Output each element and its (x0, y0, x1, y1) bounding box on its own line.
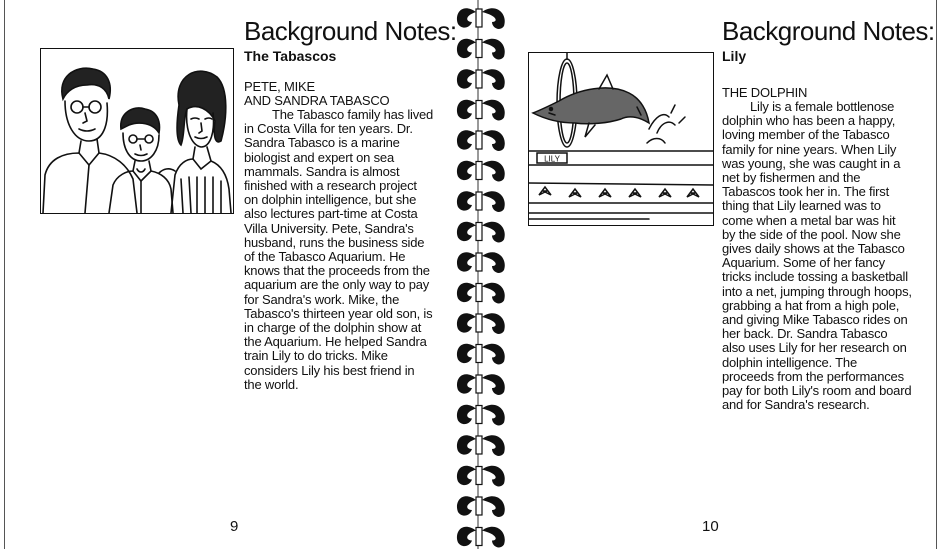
dolphin-hoop-illustration (528, 52, 714, 226)
spiral-coil-icon (457, 100, 505, 121)
spiral-coil-icon (457, 39, 505, 60)
page-edge-left (4, 0, 5, 549)
spiral-coil-icon (457, 161, 505, 182)
spiral-binding (452, 0, 518, 549)
left-page (0, 0, 457, 549)
left-page-subheading: The Tabascos (244, 48, 337, 64)
spiral-coil-icon (457, 405, 505, 426)
right-page (510, 0, 940, 549)
spiral-coil-icon (457, 496, 505, 517)
left-page-body (244, 108, 434, 392)
page-edge-right (936, 0, 937, 549)
spiral-coil-icon (457, 374, 505, 395)
family-portrait-illustration (40, 48, 234, 214)
spiral-binding-icon (452, 0, 518, 549)
spiral-coil-icon (457, 191, 505, 212)
spiral-coil-icon (457, 527, 505, 548)
names-line-1: PETE, MIKE (244, 79, 315, 94)
right-page-body-text: Lily is a female bottlenose dolphin who has been a happy, loving member of the Tabasco family for nine years. When Lily was young, she was caught in a net by fishermen and the Tabascos took her in. The first thing that Lily learned was to come when a metal bar was hit by the side of the pool. Now she gives daily shows at the Tabasco Aquarium. Some of her fancy tricks include tossing a basketball into a net, jumping through hoops, grabbing a hat from a high pole, and giving Mike Tabasco rides on her back. Dr. Sandra Tabasco also uses Lily for her research on dolphin intelligence. The proceeds from the performances pay for both Lily's room and board and for Sandra's research. (722, 99, 912, 413)
names-line-2: AND SANDRA TABASCO (244, 93, 390, 108)
dolphin-hoop-icon (529, 53, 713, 225)
left-page-number: 9 (230, 518, 239, 535)
spiral-coil-icon (457, 222, 505, 243)
spiral-coil-icon (457, 130, 505, 151)
left-page-body-text: The Tabasco family has lived in Costa Villa for ten years. Dr. Sandra Tabasco is a marine biologist and expert on sea mammals. Sandra is almost finished with a research project on dolphin intelligence, but she also lectures part-time at Costa Villa University. Pete, Sandra's husband, runs the business side of the Tabasco Aquarium. He knows that the proceeds from the aquarium are the only way to pay for Sandra's work. Mike, the Tabasco's thirteen year old son, is in charge of the dolphin show at the Aquarium. He helped Sandra train Lily to do tricks. Mike considers Lily his best friend in the world. (244, 107, 434, 392)
spiral-coil-icon (457, 252, 505, 273)
right-page-body (722, 100, 912, 412)
pool-sign-text: LILY (544, 154, 560, 164)
spiral-coil-icon (457, 344, 505, 365)
spiral-coil-icon (457, 69, 505, 90)
spiral-coil-icon (457, 283, 505, 304)
right-page-subheading: Lily (722, 48, 747, 64)
right-section-title: THE DOLPHIN (722, 85, 808, 100)
left-page-heading: Background Notes: (244, 16, 457, 46)
spiral-coil-icon (457, 8, 505, 29)
right-page-heading: Background Notes: (722, 16, 935, 46)
spiral-coil-icon (457, 435, 505, 456)
spiral-coil-icon (457, 466, 505, 487)
family-portrait-icon (41, 49, 233, 213)
spiral-coil-icon (457, 313, 505, 334)
right-page-number: 10 (702, 518, 719, 535)
